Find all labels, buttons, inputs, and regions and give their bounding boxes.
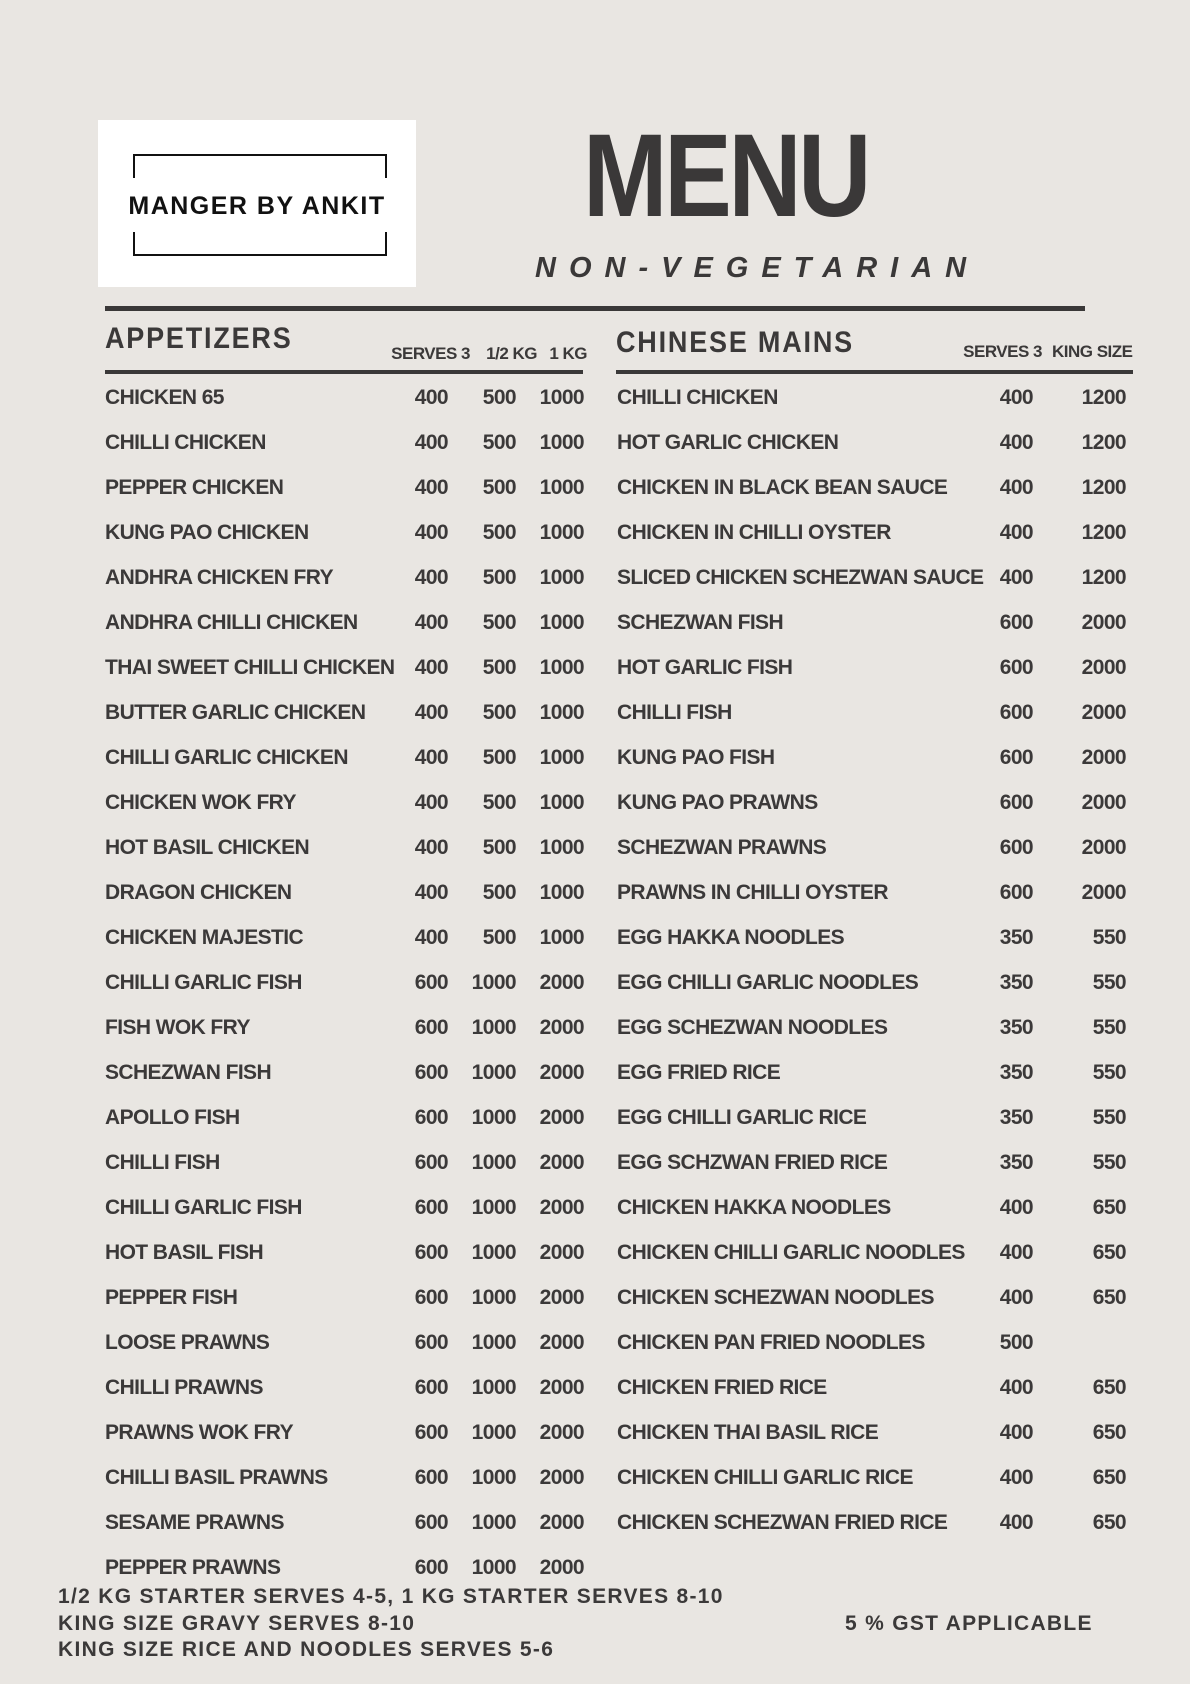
item-price: 1000 — [471, 1466, 516, 1489]
item-name: EGG FRIED RICE — [617, 1061, 781, 1084]
item-name: PEPPER FISH — [105, 1286, 238, 1309]
item-price: 2000 — [539, 1151, 584, 1174]
menu-item-row — [0, 431, 1190, 461]
item-price: 600 — [414, 1466, 448, 1489]
item-price: 400 — [414, 611, 448, 634]
item-name: DRAGON CHICKEN — [105, 881, 292, 904]
chinese-mains-heading: CHINESE MAINS — [616, 326, 854, 359]
item-name: CHILLI GARLIC FISH — [105, 971, 302, 994]
item-price: 600 — [414, 1151, 448, 1174]
item-name: HOT BASIL FISH — [105, 1241, 264, 1264]
item-price: 2000 — [539, 971, 584, 994]
col-half-kg: 1/2 KG — [486, 344, 537, 363]
item-price: 400 — [999, 1241, 1033, 1264]
item-price: 600 — [999, 881, 1033, 904]
item-price: 350 — [999, 1106, 1033, 1129]
item-name: CHICKEN IN BLACK BEAN SAUCE — [617, 476, 948, 499]
item-name: PRAWNS IN CHILLI OYSTER — [617, 881, 888, 904]
item-name: CHICKEN CHILLI GARLIC RICE — [617, 1466, 913, 1489]
item-name: BUTTER GARLIC CHICKEN — [105, 701, 366, 724]
item-name: CHILLI FISH — [105, 1151, 220, 1174]
item-name: CHILLI GARLIC CHICKEN — [105, 746, 348, 769]
item-name: PEPPER CHICKEN — [105, 476, 284, 499]
item-price: 650 — [1092, 1286, 1126, 1309]
item-price: 1000 — [471, 1016, 516, 1039]
item-price: 2000 — [1081, 881, 1126, 904]
item-name: CHILLI BASIL PRAWNS — [105, 1466, 328, 1489]
chinese-mains-divider — [616, 370, 1133, 374]
item-price: 400 — [999, 1511, 1033, 1534]
item-price: 500 — [482, 746, 516, 769]
item-price: 1000 — [471, 1376, 516, 1399]
item-price: 600 — [414, 1106, 448, 1129]
item-price: 1000 — [471, 1511, 516, 1534]
item-price: 1000 — [471, 1286, 516, 1309]
item-price: 600 — [999, 791, 1033, 814]
item-price: 650 — [1092, 1241, 1126, 1264]
item-price: 500 — [482, 881, 516, 904]
item-price: 500 — [999, 1331, 1033, 1354]
item-price: 600 — [999, 656, 1033, 679]
item-name: THAI SWEET CHILLI CHICKEN — [105, 656, 395, 679]
restaurant-name: MANGER BY ANKIT — [128, 192, 386, 220]
item-price: 2000 — [1081, 836, 1126, 859]
item-name: KUNG PAO PRAWNS — [617, 791, 818, 814]
item-price: 2000 — [539, 1241, 584, 1264]
item-price: 400 — [999, 386, 1033, 409]
footer-note: 1/2 KG STARTER SERVES 4-5, 1 KG STARTER SERVES 8-10 — [58, 1585, 724, 1608]
item-name: EGG CHILLI GARLIC RICE — [617, 1106, 867, 1129]
item-name: CHICKEN SCHEZWAN FRIED RICE — [617, 1511, 948, 1534]
appetizers-heading: APPETIZERS — [105, 322, 293, 355]
menu-item-row — [0, 971, 1190, 1001]
item-price: 1000 — [539, 611, 584, 634]
item-price: 2000 — [539, 1421, 584, 1444]
item-name: LOOSE PRAWNS — [105, 1331, 270, 1354]
item-price: 650 — [1092, 1421, 1126, 1444]
item-price: 1000 — [471, 1556, 516, 1579]
item-price: 400 — [414, 701, 448, 724]
item-name: HOT GARLIC FISH — [617, 656, 793, 679]
item-price: 2000 — [539, 1556, 584, 1579]
item-price: 500 — [482, 431, 516, 454]
item-name: CHICKEN WOK FRY — [105, 791, 296, 814]
menu-item-row — [0, 881, 1190, 911]
menu-item-row — [0, 926, 1190, 956]
item-price: 500 — [482, 791, 516, 814]
menu-item-row — [0, 1196, 1190, 1226]
menu-item-row — [0, 1421, 1190, 1451]
item-price: 1000 — [471, 1106, 516, 1129]
item-name: HOT GARLIC CHICKEN — [617, 431, 839, 454]
item-price: 650 — [1092, 1196, 1126, 1219]
item-price: 600 — [414, 971, 448, 994]
item-price: 350 — [999, 971, 1033, 994]
menu-item-row — [0, 701, 1190, 731]
item-name: SCHEZWAN FISH — [617, 611, 784, 634]
item-name: PRAWNS WOK FRY — [105, 1421, 293, 1444]
item-price: 600 — [999, 746, 1033, 769]
logo-bracket-bottom — [133, 232, 387, 256]
menu-item-row — [0, 1511, 1190, 1541]
item-price: 2000 — [539, 1511, 584, 1534]
item-name: KUNG PAO CHICKEN — [105, 521, 309, 544]
item-name: EGG SCHEZWAN NOODLES — [617, 1016, 888, 1039]
item-price: 600 — [414, 1421, 448, 1444]
item-price: 1000 — [539, 386, 584, 409]
item-name: SLICED CHICKEN SCHEZWAN SAUCE — [617, 566, 984, 589]
logo-bracket-top — [133, 154, 387, 178]
item-name: CHICKEN PAN FRIED NOODLES — [617, 1331, 925, 1354]
item-price: 1200 — [1081, 386, 1126, 409]
item-price: 500 — [482, 611, 516, 634]
item-price: 1000 — [539, 656, 584, 679]
item-price: 600 — [999, 701, 1033, 724]
footer-note: KING SIZE GRAVY SERVES 8-10 — [58, 1612, 416, 1635]
item-price: 400 — [414, 746, 448, 769]
item-price: 400 — [414, 521, 448, 544]
item-price: 400 — [414, 476, 448, 499]
gst-note: 5 % GST APPLICABLE — [845, 1612, 1093, 1635]
item-name: FISH WOK FRY — [105, 1016, 250, 1039]
item-price: 1000 — [539, 746, 584, 769]
item-price: 1200 — [1081, 476, 1126, 499]
item-name: KUNG PAO FISH — [617, 746, 775, 769]
menu-item-row — [0, 476, 1190, 506]
item-price: 500 — [482, 836, 516, 859]
menu-item-row — [0, 386, 1190, 416]
item-price: 400 — [999, 1286, 1033, 1309]
col-king-size: KING SIZE — [1052, 342, 1133, 361]
item-price: 2000 — [539, 1466, 584, 1489]
top-divider — [105, 306, 1085, 311]
item-price: 2000 — [1081, 701, 1126, 724]
restaurant-logo — [98, 120, 416, 287]
item-name: CHICKEN CHILLI GARLIC NOODLES — [617, 1241, 965, 1264]
item-price: 2000 — [1081, 746, 1126, 769]
menu-item-row — [0, 1151, 1190, 1181]
item-name: SESAME PRAWNS — [105, 1511, 284, 1534]
item-price: 2000 — [539, 1061, 584, 1084]
item-price: 600 — [414, 1196, 448, 1219]
menu-item-row — [0, 656, 1190, 686]
item-price: 500 — [482, 476, 516, 499]
item-price: 1000 — [539, 836, 584, 859]
menu-item-row — [0, 521, 1190, 551]
item-price: 1000 — [471, 971, 516, 994]
item-price: 500 — [482, 521, 516, 544]
item-price: 2000 — [539, 1376, 584, 1399]
item-price: 350 — [999, 1061, 1033, 1084]
menu-item-row — [0, 1016, 1190, 1046]
menu-item-row — [0, 746, 1190, 776]
item-price: 2000 — [1081, 611, 1126, 634]
item-price: 1000 — [539, 476, 584, 499]
appetizers-divider — [105, 370, 583, 374]
item-price: 500 — [482, 656, 516, 679]
item-price: 600 — [414, 1061, 448, 1084]
item-name: PEPPER PRAWNS — [105, 1556, 281, 1579]
col-1kg: 1 KG — [549, 344, 587, 363]
item-price: 500 — [482, 566, 516, 589]
item-price: 2000 — [539, 1331, 584, 1354]
item-price: 600 — [999, 836, 1033, 859]
item-price: 600 — [414, 1511, 448, 1534]
item-price: 2000 — [1081, 656, 1126, 679]
item-price: 550 — [1092, 1016, 1126, 1039]
menu-item-row — [0, 1376, 1190, 1406]
item-price: 400 — [999, 566, 1033, 589]
item-price: 400 — [414, 926, 448, 949]
menu-item-row — [0, 611, 1190, 641]
item-name: CHICKEN 65 — [105, 386, 224, 409]
item-name: HOT BASIL CHICKEN — [105, 836, 310, 859]
footer-note: KING SIZE RICE AND NOODLES SERVES 5-6 — [58, 1638, 555, 1661]
item-price: 550 — [1092, 926, 1126, 949]
item-name: CHILLI GARLIC FISH — [105, 1196, 302, 1219]
item-price: 400 — [414, 566, 448, 589]
item-price: 400 — [414, 386, 448, 409]
item-price: 600 — [414, 1241, 448, 1264]
item-price: 1000 — [471, 1241, 516, 1264]
item-price: 550 — [1092, 1151, 1126, 1174]
item-price: 400 — [999, 1466, 1033, 1489]
item-price: 400 — [999, 476, 1033, 499]
item-name: CHICKEN HAKKA NOODLES — [617, 1196, 891, 1219]
menu-title: MENU — [583, 110, 869, 242]
menu-item-row — [0, 1241, 1190, 1271]
item-name: ANDHRA CHILLI CHICKEN — [105, 611, 358, 634]
item-price: 1000 — [471, 1421, 516, 1444]
menu-item-row — [0, 791, 1190, 821]
item-price: 650 — [1092, 1511, 1126, 1534]
item-name: CHILLI FISH — [617, 701, 732, 724]
item-price: 600 — [999, 611, 1033, 634]
item-price: 1000 — [471, 1331, 516, 1354]
menu-item-row — [0, 1286, 1190, 1316]
item-price: 600 — [414, 1286, 448, 1309]
item-price: 650 — [1092, 1376, 1126, 1399]
item-price: 600 — [414, 1331, 448, 1354]
item-name: APOLLO FISH — [105, 1106, 240, 1129]
item-price: 1000 — [539, 926, 584, 949]
item-price: 1000 — [539, 521, 584, 544]
item-price: 400 — [999, 1421, 1033, 1444]
item-price: 400 — [414, 836, 448, 859]
item-price: 400 — [414, 656, 448, 679]
item-price: 350 — [999, 1016, 1033, 1039]
item-price: 600 — [414, 1016, 448, 1039]
col-serves3: SERVES 3 — [963, 342, 1042, 361]
col-serves3: SERVES 3 — [391, 344, 470, 363]
menu-item-row — [0, 1466, 1190, 1496]
item-price: 550 — [1092, 1106, 1126, 1129]
item-name: CHICKEN MAJESTIC — [105, 926, 304, 949]
item-price: 1000 — [539, 431, 584, 454]
menu-item-row — [0, 1331, 1190, 1361]
item-price: 1000 — [471, 1151, 516, 1174]
menu-subtitle: NON-VEGETARIAN — [535, 252, 980, 284]
item-name: SCHEZWAN PRAWNS — [617, 836, 827, 859]
menu-item-row — [0, 1556, 1190, 1586]
item-price: 600 — [414, 1376, 448, 1399]
item-price: 650 — [1092, 1466, 1126, 1489]
item-price: 600 — [414, 1556, 448, 1579]
item-name: CHICKEN SCHEZWAN NOODLES — [617, 1286, 934, 1309]
item-price: 550 — [1092, 971, 1126, 994]
item-price: 350 — [999, 926, 1033, 949]
item-name: EGG HAKKA NOODLES — [617, 926, 845, 949]
item-price: 400 — [414, 881, 448, 904]
item-name: CHILLI CHICKEN — [617, 386, 778, 409]
item-price: 1200 — [1081, 521, 1126, 544]
item-name: ANDHRA CHICKEN FRY — [105, 566, 333, 589]
item-name: CHICKEN THAI BASIL RICE — [617, 1421, 879, 1444]
item-price: 500 — [482, 701, 516, 724]
item-price: 2000 — [539, 1016, 584, 1039]
item-price: 2000 — [1081, 791, 1126, 814]
item-price: 2000 — [539, 1196, 584, 1219]
item-name: EGG CHILLI GARLIC NOODLES — [617, 971, 919, 994]
item-price: 500 — [482, 926, 516, 949]
item-price: 2000 — [539, 1106, 584, 1129]
item-price: 1000 — [539, 566, 584, 589]
item-price: 400 — [999, 1376, 1033, 1399]
item-name: CHILLI PRAWNS — [105, 1376, 263, 1399]
item-price: 1000 — [539, 701, 584, 724]
item-name: CHICKEN IN CHILLI OYSTER — [617, 521, 891, 544]
item-price: 1000 — [471, 1061, 516, 1084]
item-price: 1200 — [1081, 566, 1126, 589]
menu-item-row — [0, 1061, 1190, 1091]
item-price: 350 — [999, 1151, 1033, 1174]
item-price: 400 — [414, 431, 448, 454]
item-price: 400 — [999, 521, 1033, 544]
item-name: CHILLI CHICKEN — [105, 431, 266, 454]
item-price: 1200 — [1081, 431, 1126, 454]
menu-item-row — [0, 836, 1190, 866]
menu-item-row — [0, 1106, 1190, 1136]
item-price: 550 — [1092, 1061, 1126, 1084]
item-price: 400 — [999, 1196, 1033, 1219]
item-price: 400 — [999, 431, 1033, 454]
item-price: 2000 — [539, 1286, 584, 1309]
item-name: CHICKEN FRIED RICE — [617, 1376, 827, 1399]
item-name: SCHEZWAN FISH — [105, 1061, 272, 1084]
item-price: 1000 — [539, 791, 584, 814]
item-price: 1000 — [471, 1196, 516, 1219]
item-price: 400 — [414, 791, 448, 814]
item-price: 1000 — [539, 881, 584, 904]
item-name: EGG SCHZWAN FRIED RICE — [617, 1151, 888, 1174]
item-price: 500 — [482, 386, 516, 409]
menu-item-row — [0, 566, 1190, 596]
